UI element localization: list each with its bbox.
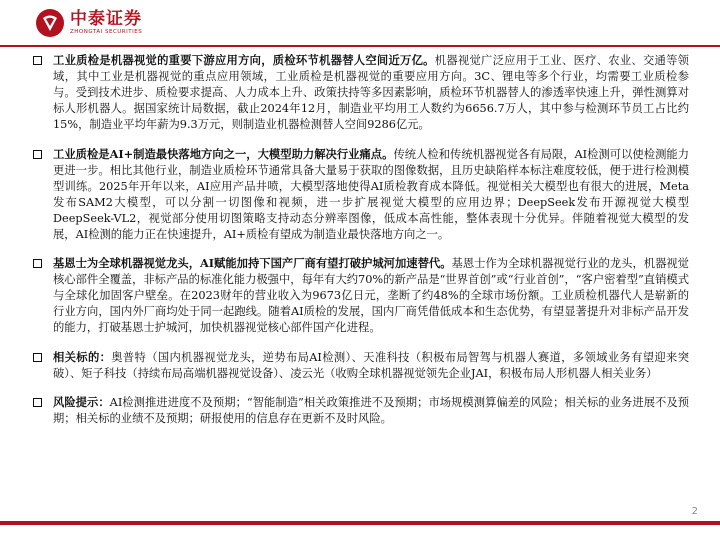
bullet-checkbox-icon (33, 353, 42, 362)
bullet-lead: 工业质检是AI+制造最快落地方向之一，大模型助力解决行业痛点。 (53, 146, 394, 161)
bullet-industrial-inspection (33, 52, 689, 133)
bullet-checkbox-icon (33, 56, 42, 65)
bullet-lead: 相关标的： (53, 349, 112, 364)
logo-emblem-icon (36, 9, 64, 37)
logo-chinese-name: 中泰证券 (70, 9, 142, 29)
report-body (33, 52, 689, 440)
bullet-lead: 风险提示： (53, 395, 110, 409)
bullet-related-stocks (33, 349, 689, 382)
bullet-lead: 基恩士为全球机器视觉龙头，AI赋能加持下国产厂商有望打破护城河加速替代。 (53, 256, 452, 270)
bullet-checkbox-icon (33, 150, 42, 159)
page-header (0, 0, 720, 50)
bullet-text: 奥普特（国内机器视觉龙头，逆势布局AI检测）、天准科技（积极布局智驾与机器人赛道，多领域业务有望迎来突破）、矩子科技（持续布局高端机器视觉设备）、凌云光（收购全球机器视觉领先企业JAI，积极布局人形机器人相关业务） (53, 350, 689, 380)
bullet-ai-manufacturing (33, 146, 689, 243)
bullet-text: 基恩士作为全球机器视觉行业的龙头，机器视觉核心部件全覆盖，非标产品的标准化能力极强中，每年有大约70%的新产品是“世界首创”或“行业首创”，“客户密着型”直销模式与全球化加固客户壁垒。在2023财年的营业收入为9673亿日元，垄断了约48%的全球市场份额。工业质检机器代人是崭新的行业方向，国内外厂商均处于同一起跑线。随着AI质检的发展，国内厂商凭借低成本和生态优势，有望显著提升对非标产品开发的能力，打破基恩士护城河，加快机器视觉核心部件国产化进程。 (53, 257, 689, 334)
bullet-lead: 工业质检是机器视觉的重要下游应用方向，质检环节机器替人空间近万亿。 (53, 53, 435, 67)
bullet-checkbox-icon (33, 398, 42, 407)
company-logo (36, 9, 142, 37)
bullet-checkbox-icon (33, 259, 42, 268)
bullet-text: 机器视觉广泛应用于工业、医疗、农业、交通等领域，其中工业是机器视觉的重点应用领域，工业质检是机器视觉的重要应用方向。3C、锂电等多个行业，均需要工业质检参与。受到技术进步、质检要求提高、人力成本上升、政策扶持等多因素影响，质检环节机器替人的渗透率快速上升，弹性测算对标人形机器人。据国家统计局数据，截止2024年12月，制造业平均用工人数约为6656.7万人，其中参与检测环节员工占比约15%，制造业平均年薪为9.3万元，则制造业机器检测替人空间9286亿元。 (53, 54, 689, 131)
bullet-text: AI检测推进进度不及预期；“智能制造”相关政策推进不及预期；市场规模测算偏差的风险；相关标的业务进展不及预期；相关标的业绩不及预期；研报使用的信息存在更新不及时风险。 (53, 396, 689, 425)
bullet-text: 传统人检和传统机器视觉各有局限，AI检测可以使检测能力更进一步。相比其他行业，制造业质检环节通常具备大量易于获取的图像数据，且历史缺陷样本标注难度较低，便于进行检测模型训练。2025年开年以来，AI应用产品井喷，大模型落地使得AI质检教育成本降低。视觉相关大模型也有很大的进展，Meta发布SAM2大模型，可以分割一切图像和视频，进一步扩展视觉大模型的应用边界；DeepSeek发布开源视觉大模型DeepSeek-VL2，视觉部分使用切图策略支持动态分辨率图像，低成本高性能，整体表现十分优异。伴随着视觉大模型的发展，AI检测的能力正在快速提升，AI+质检有望成为制造业最快落地方向之一。 (53, 147, 689, 241)
footer-divider (0, 521, 720, 525)
bullet-keyence (33, 255, 689, 336)
page-number: 2 (691, 506, 698, 517)
logo-english-name: ZHONGTAI SECURITIES (70, 29, 143, 35)
header-divider (0, 45, 720, 47)
bullet-risk-warning (33, 394, 689, 427)
